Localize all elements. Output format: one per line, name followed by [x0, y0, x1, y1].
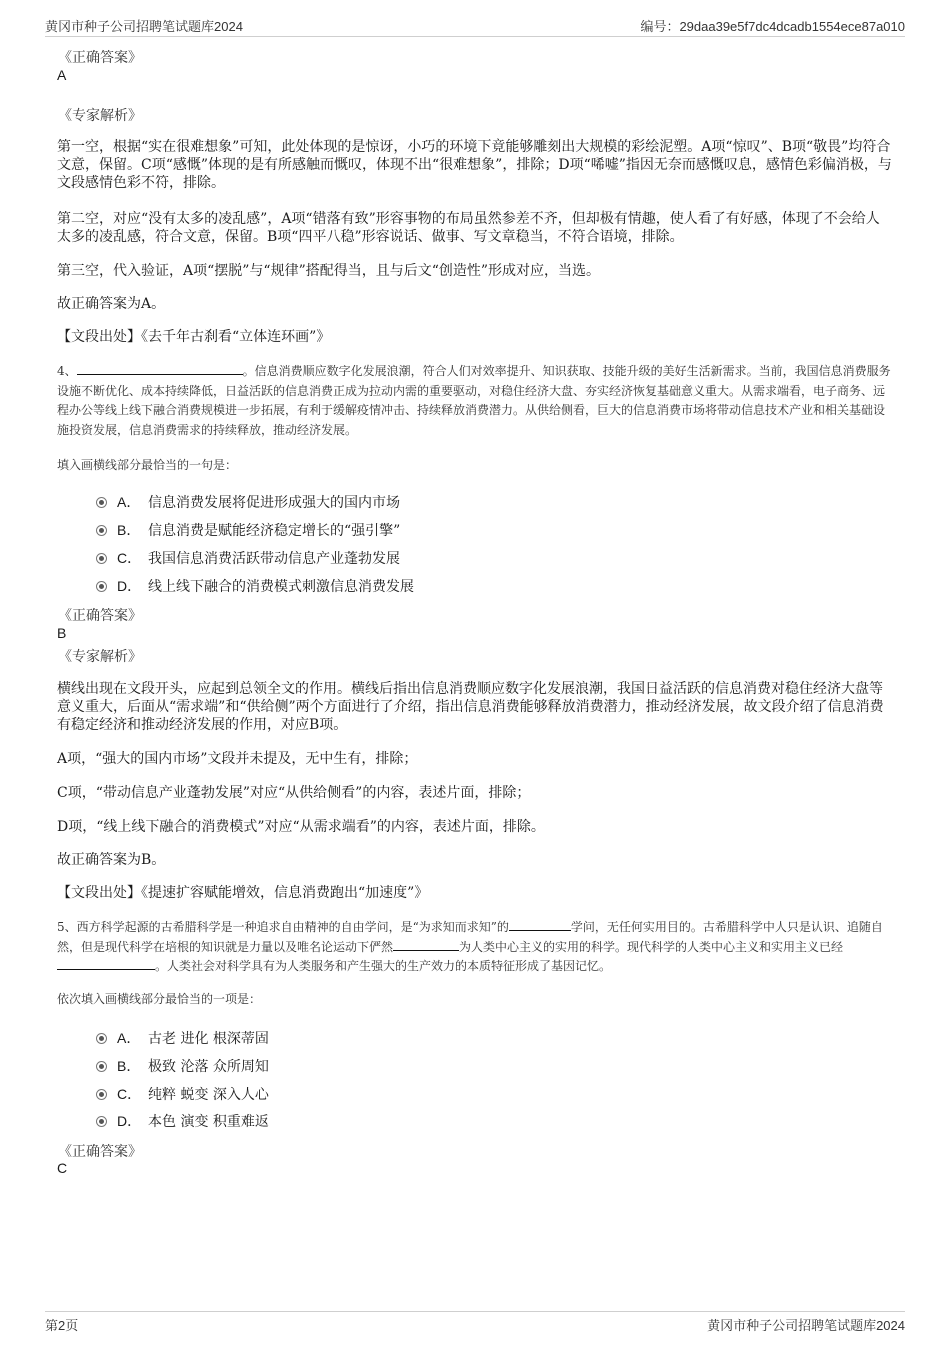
option-letter: C． [117, 1086, 142, 1102]
option-letter: D． [117, 578, 142, 594]
q4-analysis-paragraph-3: C项，“带动信息产业蓬勃发展”对应“从供给侧看”的内容，表述片面，排除； [57, 785, 531, 801]
radio-icon[interactable] [96, 497, 107, 508]
option-text: 极致 沦落 众所周知 [148, 1059, 269, 1075]
q5-answer: C [57, 1160, 68, 1176]
q5-text-1: 5、西方科学起源的古希腊科学是一种追求自由精神的自由学问，是“为求知而求知”的 [57, 920, 509, 934]
q3-answer: A [57, 67, 67, 83]
option-text: 信息消费发展将促进形成强大的国内市场 [148, 495, 400, 511]
option-letter: B． [117, 1058, 141, 1074]
q5-passage [57, 918, 895, 977]
q3-analysis-paragraph-1: 第一空，根据“实在很难想象”可知，此处体现的是惊讶，小巧的环境下竟能够雕刻出大规模的彩绘泥塑。A项“惊叹”、B项“敬畏”均符合文意，保留。C项“感慨”体现的是有所感触而慨叹，体现不出“很难想象”，排除；D项“唏嘘”指因无奈而感慨叹息，感情色彩偏消极，与文段感情色彩不符，排除。 [57, 139, 892, 191]
q5-blank-3 [57, 968, 155, 970]
q3-analysis-paragraph-3: 第三空，代入验证，A项“摆脱”与“规律”搭配得当，且与后文“创造性”形成对应，当选。 [57, 263, 601, 279]
q4-number: 4、 [57, 364, 77, 378]
option-text: 信息消费是赋能经济稳定增长的“强引擎” [148, 523, 401, 539]
q5-prompt: 依次填入画横线部分最恰当的一项是： [57, 992, 262, 1006]
q3-analysis-paragraph-2: 第二空，对应“没有太多的凌乱感”，A项“错落有致”形容事物的布局虽然参差不齐，但却极有情趣，使人看了有好感，体现了不会给人太多的凌乱感，符合文意，保留。B项“四平八稳”形容说话、做事、写文章稳当，不符合语境，排除。 [57, 211, 880, 245]
option-letter: D． [117, 1113, 142, 1129]
q5-blank-2 [393, 949, 459, 951]
option-text: 本色 演变 积重难返 [148, 1114, 269, 1130]
q3-answer-label: 《正确答案》 [58, 50, 142, 66]
footer-title: 黄冈市种子公司招聘笔试题库2024 [707, 1318, 905, 1333]
q4-source: 【文段出处】《提速扩容赋能增效，信息消费跑出“加速度”》 [57, 885, 429, 901]
header-doc-id: 编号：29daa39e5f7dc4dcadb1554ece87a010 [640, 19, 905, 34]
radio-icon[interactable] [96, 1033, 107, 1044]
q4-analysis-paragraph-2: A项，“强大的国内市场”文段并未提及，无中生有，排除； [57, 751, 418, 767]
q5-text-4: 。人类社会对科学具有为人类服务和产生强大的生产效力的本质特征形成了基因记忆。 [155, 959, 612, 973]
radio-icon[interactable] [96, 581, 107, 592]
q4-passage [57, 362, 895, 440]
page-footer [45, 1311, 905, 1334]
option-letter: A． [117, 1030, 141, 1046]
q5-text-3: 为人类中心主义的实用的科学。现代科学的人类中心主义和实用主义已经 [459, 939, 844, 954]
option-text: 纯粹 蜕变 深入人心 [148, 1087, 269, 1103]
q4-blank [77, 373, 243, 375]
q5-blank-1 [509, 929, 571, 931]
q3-conclusion: 故正确答案为A。 [57, 296, 166, 312]
q5-text-2: 学问，无任何实用目的。古希腊科学中人只是认识、追随自然，但是现代科学在培根的知识就是力量以及唯名论运动下俨然 [57, 920, 883, 954]
q4-prompt: 填入画横线部分最恰当的一句是： [57, 458, 238, 472]
header-title: 黄冈市种子公司招聘笔试题库2024 [45, 19, 243, 34]
q4-answer: B [57, 625, 67, 641]
q4-analysis-paragraph-4: D项，“线上线下融合的消费模式”对应“从需求端看”的内容，表述片面，排除。 [57, 819, 545, 835]
radio-icon[interactable] [96, 1061, 107, 1072]
q4-answer-label: 《正确答案》 [58, 608, 142, 624]
option-text: 古老 进化 根深蒂固 [148, 1031, 269, 1047]
option-letter: C． [117, 550, 142, 566]
radio-icon[interactable] [96, 1116, 107, 1127]
option-letter: B． [117, 522, 141, 538]
option-text: 我国信息消费活跃带动信息产业蓬勃发展 [148, 551, 400, 567]
option-text: 线上线下融合的消费模式刺激信息消费发展 [148, 579, 414, 595]
q5-answer-label: 《正确答案》 [58, 1144, 142, 1160]
page-number: 第2页 [45, 1318, 79, 1333]
radio-icon[interactable] [96, 553, 107, 564]
radio-icon[interactable] [96, 525, 107, 536]
page-header [45, 14, 905, 37]
q4-analysis-paragraph-1: 横线出现在文段开头，应起到总领全文的作用。横线后指出信息消费顺应数字化发展浪潮，我国日益活跃的信息消费对稳住经济大盘等意义重大，后面从“需求端”和“供给侧”两个方面进行了介绍，指出信息消费能够释放消费潜力，推动经济发展，故文段介绍了信息消费有稳定经济和推动经济发展的作用，对应B项。 [57, 681, 884, 733]
q4-conclusion: 故正确答案为B。 [57, 852, 166, 868]
option-letter: A． [117, 494, 141, 510]
q4-passage-text: 。信息消费顺应数字化发展浪潮，符合人们对效率提升、知识获取、技能升级的美好生活新需求。当前，我国信息消费服务设施不断优化、成本持续降低，日益活跃的信息消费正成为拉动内需的重要驱动，对稳住经济大盘、夯实经济恢复基础意义重大。从需求端看，电子商务、远程办公等线上线下融合消费规模进一步拓展，有利于缓解疫情冲击、持续释放消费潜力。从供给侧看，巨大的信息消费市场将带动信息技术产业和相关基础设施投资发展，信息消费需求的持续释放，推动经济发展。 [57, 364, 891, 437]
q3-source: 【文段出处】《去千年古刹看“立体连环画”》 [57, 329, 331, 345]
radio-icon[interactable] [96, 1089, 107, 1100]
q3-analysis-label: 《专家解析》 [58, 108, 142, 124]
q4-analysis-label: 《专家解析》 [58, 649, 142, 665]
